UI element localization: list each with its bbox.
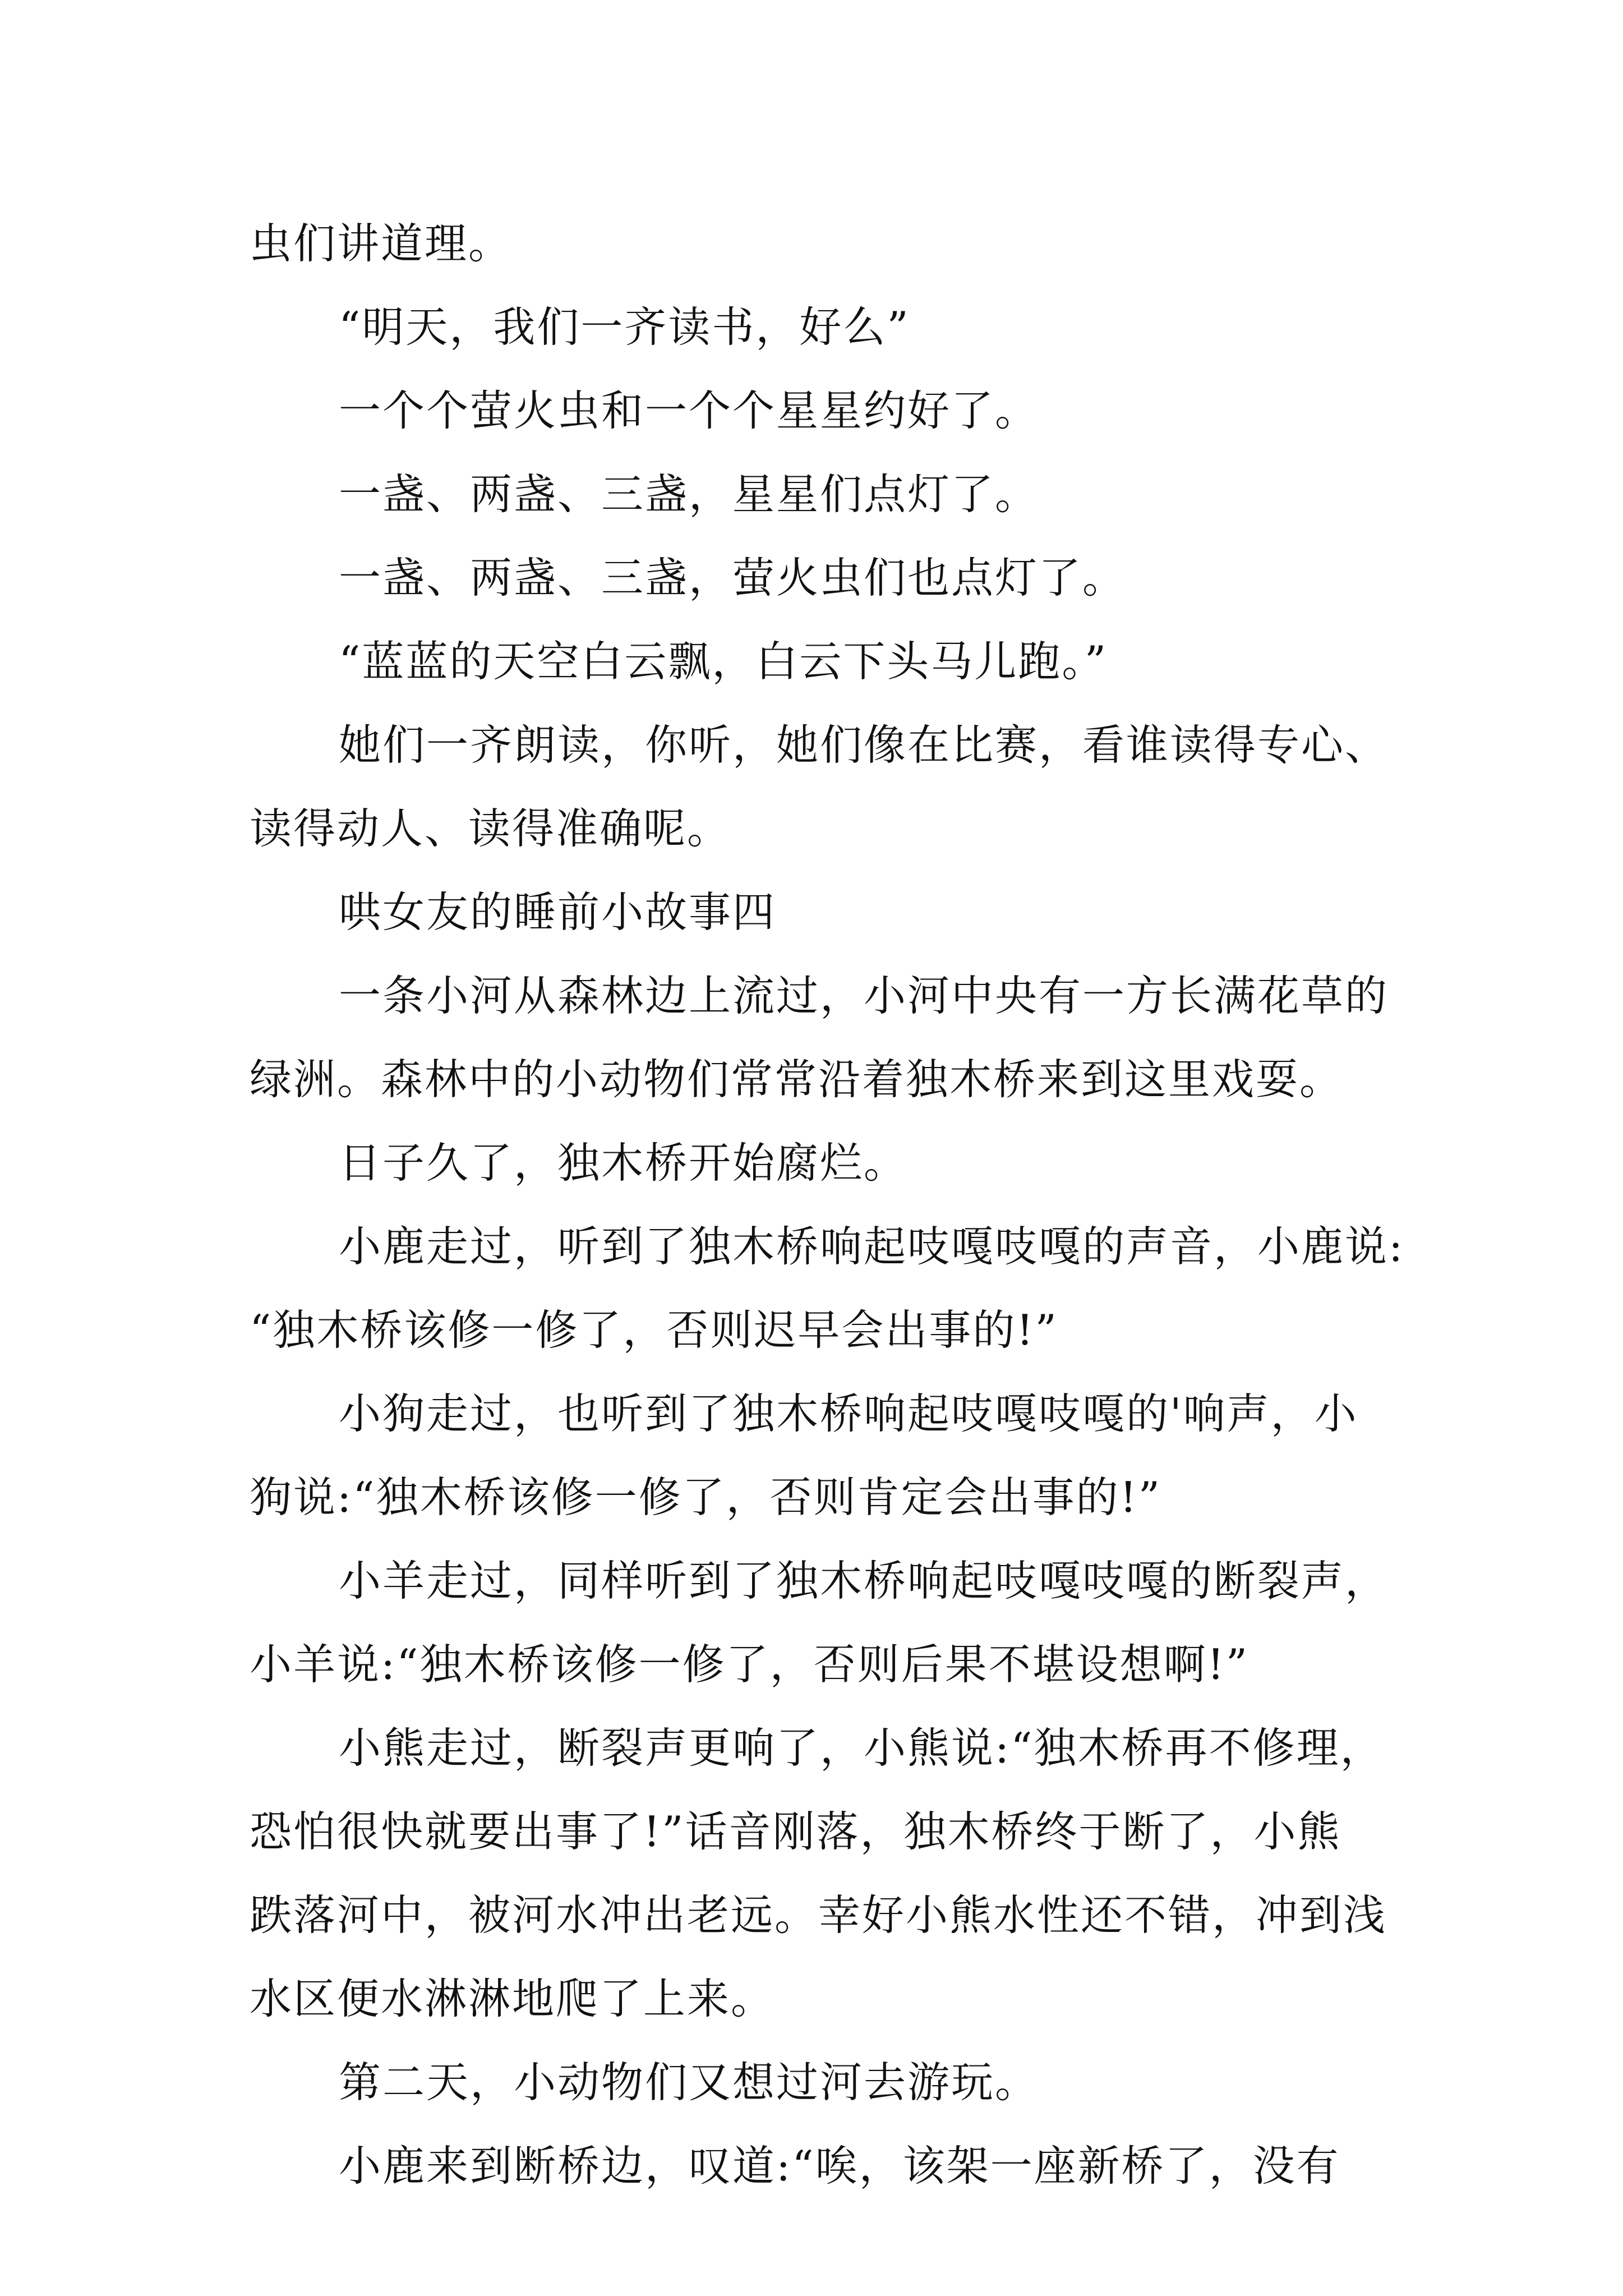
text-line-10: 一条小河从森林边上流过，小河中央有一方长满花草的 [339,971,1389,1020]
text-line-1: 虫们讲道理。 [250,219,513,268]
text-line-11: 绿洲。森林中的小动物们常常沿着独木桥来到这里戏耍。 [250,1055,1344,1104]
section-heading: 哄女友的睡前小故事四 [339,887,777,937]
text-line-21: 跌落河中，被河水冲出老远。幸好小熊水性还不错，冲到浅 [250,1890,1387,1940]
text-line-15: 小狗走过，也听到了独木桥响起吱嘎吱嘎的'响声，小 [339,1389,1358,1438]
text-line-8: 读得动人、读得准确呢。 [250,804,731,853]
text-line-2: “明天，我们一齐读书，好么” [339,302,910,352]
text-line-17: 小羊走过，同样听到了独木桥响起吱嘎吱嘎的断裂声， [339,1556,1389,1605]
text-line-23: 第二天，小动物们又想过河去游玩。 [339,2058,1039,2107]
text-line-16: 狗说:“独木桥该修一修了，否则肯定会出事的!” [250,1473,1162,1522]
text-line-6: “蓝蓝的天空白云飘，白云下头马儿跑。” [339,637,1108,686]
text-line-14: “独木桥该修一修了，否则迟早会出事的!” [250,1305,1058,1355]
text-line-4: 一盏、两盏、三盏，星星们点灯了。 [339,470,1039,519]
text-line-24: 小鹿来到断桥边，叹道:“唉，该架一座新桥了，没有 [339,2141,1340,2191]
text-line-7: 她们一齐朗读，你听，她们像在比赛，看谁读得专心、 [339,720,1389,770]
text-line-20: 恐怕很快就要出事了!”话音刚落，独木桥终于断了，小熊 [250,1807,1341,1856]
text-line-19: 小熊走过，断裂声更响了，小熊说:“独木桥再不修理， [339,1723,1384,1773]
text-line-5: 一盏、两盏、三盏，萤火虫们也点灯了。 [339,553,1127,602]
text-line-18: 小羊说:“独木桥该修一修了，否则后果不堪设想啊!” [250,1640,1249,1689]
text-line-3: 一个个萤火虫和一个个星星约好了。 [339,386,1039,435]
text-line-22: 水区便水淋淋地爬了上来。 [250,1974,775,2023]
text-line-12: 日子久了，独木桥开始腐烂。 [339,1138,908,1188]
text-line-13: 小鹿走过，听到了独木桥响起吱嘎吱嘎的声音，小鹿说: [339,1222,1405,1271]
